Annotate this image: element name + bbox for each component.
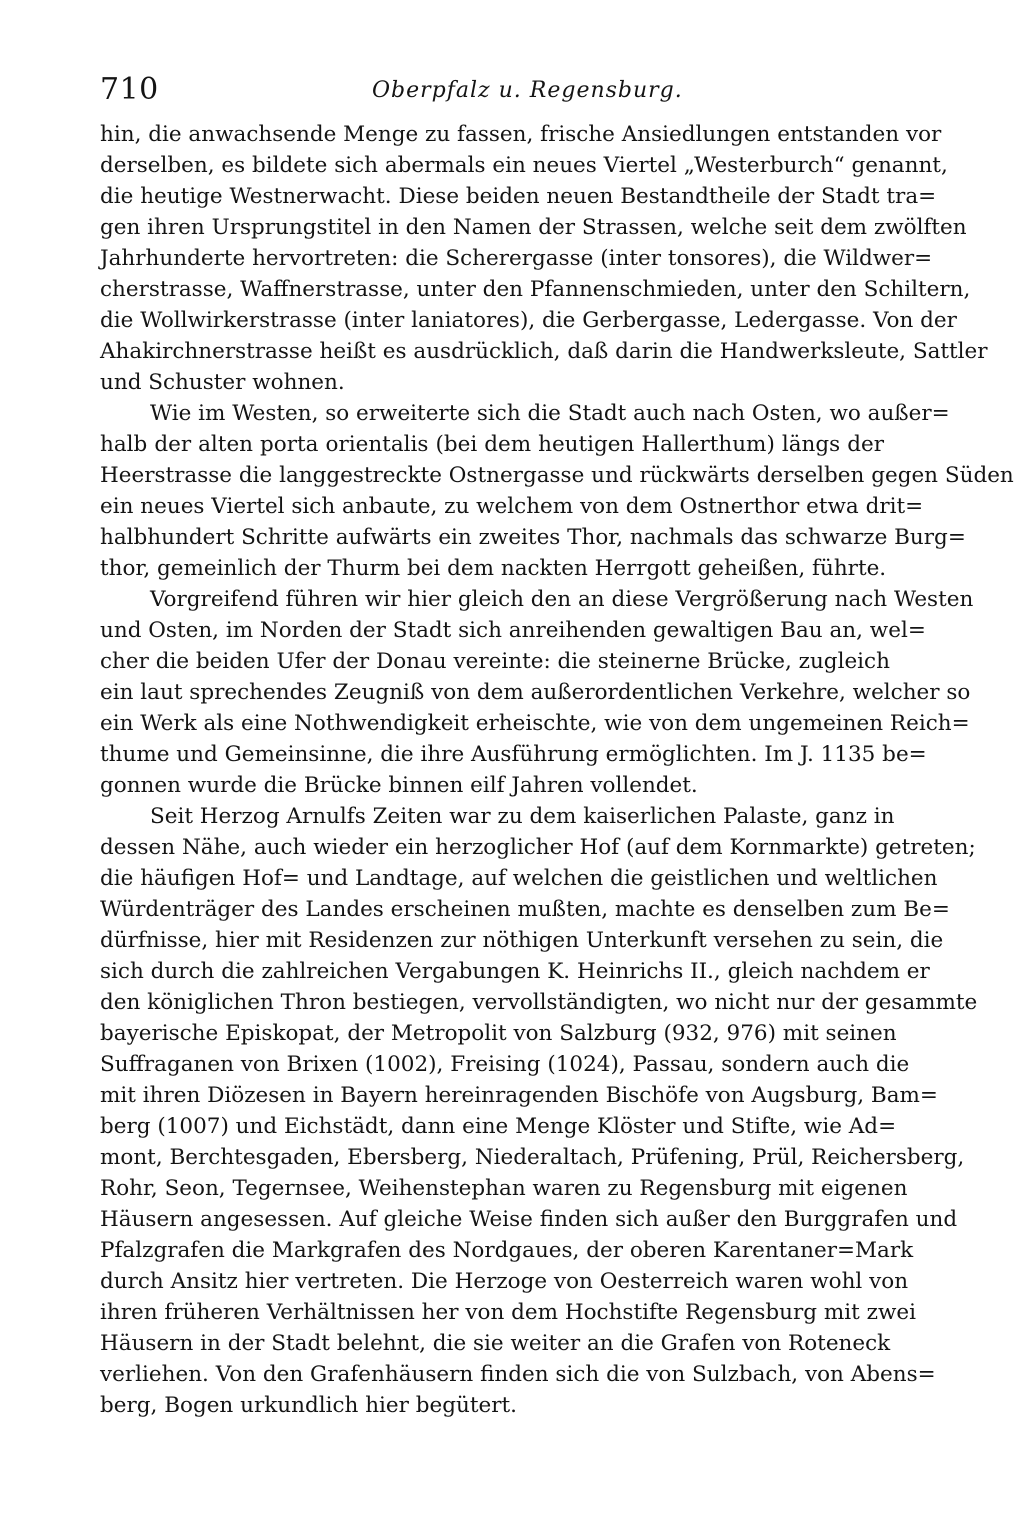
text-line: gen ihren Ursprungstitel in den Namen der Strassen, welche seit dem zwölften (100, 215, 967, 240)
text-line: Ahakirchnerstrasse heißt es ausdrücklich, daß darin die Handwerksleute, Sattler (100, 339, 988, 364)
text-line: Würdenträger des Landes erscheinen mußten, machte es denselben zum Be= (100, 897, 950, 922)
text-line: ein neues Viertel sich anbaute, zu welchem von dem Ostnerthor etwa drit= (100, 494, 924, 519)
text-line: ihren früheren Verhältnissen her von dem Hochstifte Regensburg mit zwei (100, 1300, 916, 1325)
text-line: derselben, es bildete sich abermals ein neues Viertel „Westerburch“ genannt, (100, 153, 948, 178)
paragraph-end-line: gonnen wurde die Brücke binnen eilf Jahren vollendet. (100, 773, 698, 798)
text-line: berg (1007) und Eichstädt, dann eine Menge Klöster und Stifte, wie Ad= (100, 1114, 897, 1139)
text-line: Häusern angesessen. Auf gleiche Weise finden sich außer den Burggrafen und (100, 1207, 958, 1232)
text-line: Suffraganen von Brixen (1002), Freising (1024), Passau, sondern auch die (100, 1052, 910, 1077)
text-line: mont, Berchtesgaden, Ebersberg, Niederaltach, Prüfening, Prül, Reichersberg, (100, 1145, 965, 1170)
body-text (100, 119, 1014, 1421)
text-line: hin, die anwachsende Menge zu fassen, frische Ansiedlungen entstanden vor (100, 122, 942, 147)
text-line: Jahrhunderte hervortreten: die Scherergasse (inter tonsores), die Wildwer= (100, 246, 933, 271)
running-head (100, 68, 884, 114)
text-line: Heerstrasse die langgestreckte Ostnergasse und rückwärts derselben gegen Süden (100, 463, 1014, 488)
text-line: Pfalzgrafen die Markgrafen des Nordgaues, der oberen Karentaner=Mark (100, 1238, 914, 1263)
text-line: die häufigen Hof= und Landtage, auf welchen die geistlichen und weltlichen (100, 866, 938, 891)
text-line: den königlichen Thron bestiegen, vervollständigten, wo nicht nur der gesammte (100, 990, 978, 1015)
page-number: 710 (100, 72, 159, 107)
text-line: halbhundert Schritte aufwärts ein zweites Thor, nachmals das schwarze Burg= (100, 525, 966, 550)
text-line: cherstrasse, Waffnerstrasse, unter den Pfannenschmieden, unter den Schiltern, (100, 277, 971, 302)
text-line: mit ihren Diözesen in Bayern hereinragenden Bischöfe von Augsburg, Bam= (100, 1083, 938, 1108)
paragraph-start-line: Seit Herzog Arnulfs Zeiten war zu dem kaiserlichen Palaste, ganz in (150, 804, 895, 829)
paragraph-start-line: Wie im Westen, so erweiterte sich die Stadt auch nach Osten, wo außer= (150, 401, 950, 426)
paragraph-start-line: Vorgreifend führen wir hier gleich den an diese Vergrößerung nach Westen (150, 587, 974, 612)
text-line: die Wollwirkerstrasse (inter laniatores), die Gerbergasse, Ledergasse. Von der (100, 308, 957, 333)
text-line: thume und Gemeinsinne, die ihre Ausführung ermöglichten. Im J. 1135 be= (100, 742, 927, 767)
text-line: verliehen. Von den Grafenhäusern finden sich die von Sulzbach, von Abens= (100, 1362, 936, 1387)
text-line: Rohr, Seon, Tegernsee, Weihenstephan waren zu Regensburg mit eigenen (100, 1176, 908, 1201)
paragraph-end-line: berg, Bogen urkundlich hier begütert. (100, 1393, 517, 1418)
text-line: halb der alten porta orientalis (bei dem heutigen Hallerthum) längs der (100, 432, 884, 457)
text-line: bayerische Episkopat, der Metropolit von Salzburg (932, 976) mit seinen (100, 1021, 897, 1046)
text-line: sich durch die zahlreichen Vergabungen K. Heinrichs II., gleich nachdem er (100, 959, 930, 984)
text-line: cher die beiden Ufer der Donau vereinte: die steinerne Brücke, zugleich (100, 649, 890, 674)
text-line: ein laut sprechendes Zeugniß von dem außerordentlichen Verkehre, welcher so (100, 680, 971, 705)
paragraph-end-line: thor, gemeinlich der Thurm bei dem nackten Herrgott geheißen, führte. (100, 556, 887, 581)
text-line: dürfnisse, hier mit Residenzen zur nöthigen Unterkunft versehen zu sein, die (100, 928, 944, 953)
text-line: die heutige Westnerwacht. Diese beiden neuen Bestandtheile der Stadt tra= (100, 184, 937, 209)
text-line: dessen Nähe, auch wieder ein herzoglicher Hof (auf dem Kornmarkte) getreten; (100, 835, 976, 860)
paragraph-end-line: und Schuster wohnen. (100, 370, 345, 395)
text-line: ein Werk als eine Nothwendigkeit erheischte, wie von dem ungemeinen Reich= (100, 711, 970, 736)
text-line: durch Ansitz hier vertreten. Die Herzoge von Oesterreich waren wohl von (100, 1269, 909, 1294)
text-line: Häusern in der Stadt belehnt, die sie weiter an die Grafen von Roteneck (100, 1331, 891, 1356)
running-head-title: Oberpfalz u. Regensburg. (372, 78, 683, 103)
text-line: und Osten, im Norden der Stadt sich anreihenden gewaltigen Bau an, wel= (100, 618, 926, 643)
